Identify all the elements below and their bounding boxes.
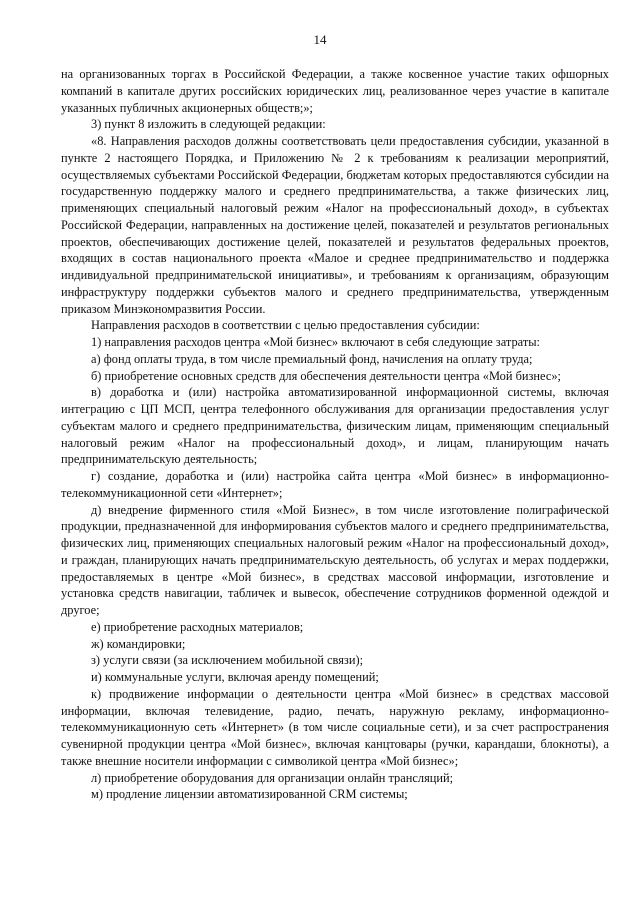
document-body xyxy=(61,66,609,803)
list-item-i: и) коммунальные услуги, включая аренду помещений; xyxy=(91,670,379,684)
paragraph-continuation: на организованных торгах в Российской Федерации, а также косвенное участие таких офшорных компаний в капитале других российских юридических лиц, реализованное через участие в капитале указанных публичных акционерных обществ;»; xyxy=(61,67,609,115)
list-item-z: з) услуги связи (за исключением мобильной связи); xyxy=(91,653,364,668)
paragraph-point-8: «8. Направления расходов должны соответствовать цели предоставления субсидии, указанной в пункте 2 настоящего Порядка, и Приложению № 2 к требованиям к реализации мероприятий, осуществляемых субъектами Российской Федерации, бюджетам которых предоставляются субсидии на государственную поддержку малого и среднего предпринимательства, а также физических лиц, применяющих специальный налоговый режим «Налог на профессиональный доход», в субъектах Российской Федерации, направленных на достижение целей, показателей и результатов региональных проектов, обеспечивающих достижение целей, показателей и результатов федеральных проектов, входящих в состав национального проекта «Малое и среднее предпринимательство и поддержка индивидуальной предпринимательской инициативы», и требованиям к организациям, образующим инфраструктуру поддержки субъектов малого и среднего предпринимательства, утвержденным приказом Минэкономразвития России. xyxy=(61,134,609,316)
list-item-b: б) приобретение основных средств для обеспечения деятельности центра «Мой бизнес»; xyxy=(91,368,562,383)
paragraph-item-3: 3) пункт 8 изложить в следующей редакции: xyxy=(91,117,326,132)
list-item-g: г) создание, доработка и (или) настройка сайта центра «Мой бизнес» в информационно-телекоммуникационной сети «Интернет»; xyxy=(61,469,609,500)
list-item-a: а) фонд оплаты труда, в том числе премиальный фонд, начисления на оплату труда; xyxy=(91,351,533,366)
list-item-zh: ж) командировки; xyxy=(91,636,186,651)
list-item-k: к) продвижение информации о деятельности центра «Мой бизнес» в средствах массовой информации, включая телевидение, радио, печать, наружную рекламу, информационно-телекоммуникационную сеть «Интернет» (в том числе социальные сети), и за счет распространения сувенирной продукции центра «Мой бизнес», включая канцтовары (ручки, карандаши, блокноты), а также внешние носители информации с символикой центра «Мой бизнес»; xyxy=(61,686,609,768)
paragraph-expense-directions: Направления расходов в соответствии с целью предоставления субсидии: xyxy=(91,318,480,333)
paragraph-subitem-1: 1) направления расходов центра «Мой бизнес» включают в себя следующие затраты: xyxy=(91,335,540,349)
list-item-m: м) продление лицензии автоматизированной CRM системы; xyxy=(91,787,408,802)
list-item-v: в) доработка и (или) настройка автоматизированной информационной системы, включая интеграцию с ЦП МСП, центра телефонного обслуживания для организации предоставления услуг субъектам малого и среднего предпринимательства, физическим лицам, применяющим специальный налоговый режим «Налог на профессиональный доход», и лицам, планирующим начать предпринимательскую деятельность; xyxy=(61,385,609,467)
list-item-d: д) внедрение фирменного стиля «Мой Бизнес», в том числе изготовление полиграфической продукции, предназначенной для информирования субъектов малого и среднего предпринимательства, физических лиц, применяющих специальных налоговый режим «Налог на профессиональный доход», и граждан, планирующих начать предпринимательскую деятельность, об услугах и мерах поддержки, предоставляемых в центре «Мой бизнес», в средствах массовой информации, изготовление и установка средств навигации, табличек и вывесок, обеспечение сотрудников форменной одеждой и другое; xyxy=(61,502,609,617)
list-item-e: е) приобретение расходных материалов; xyxy=(91,619,304,634)
page-number: 14 xyxy=(313,32,327,47)
list-item-l: л) приобретение оборудования для организации онлайн трансляций; xyxy=(91,770,454,785)
